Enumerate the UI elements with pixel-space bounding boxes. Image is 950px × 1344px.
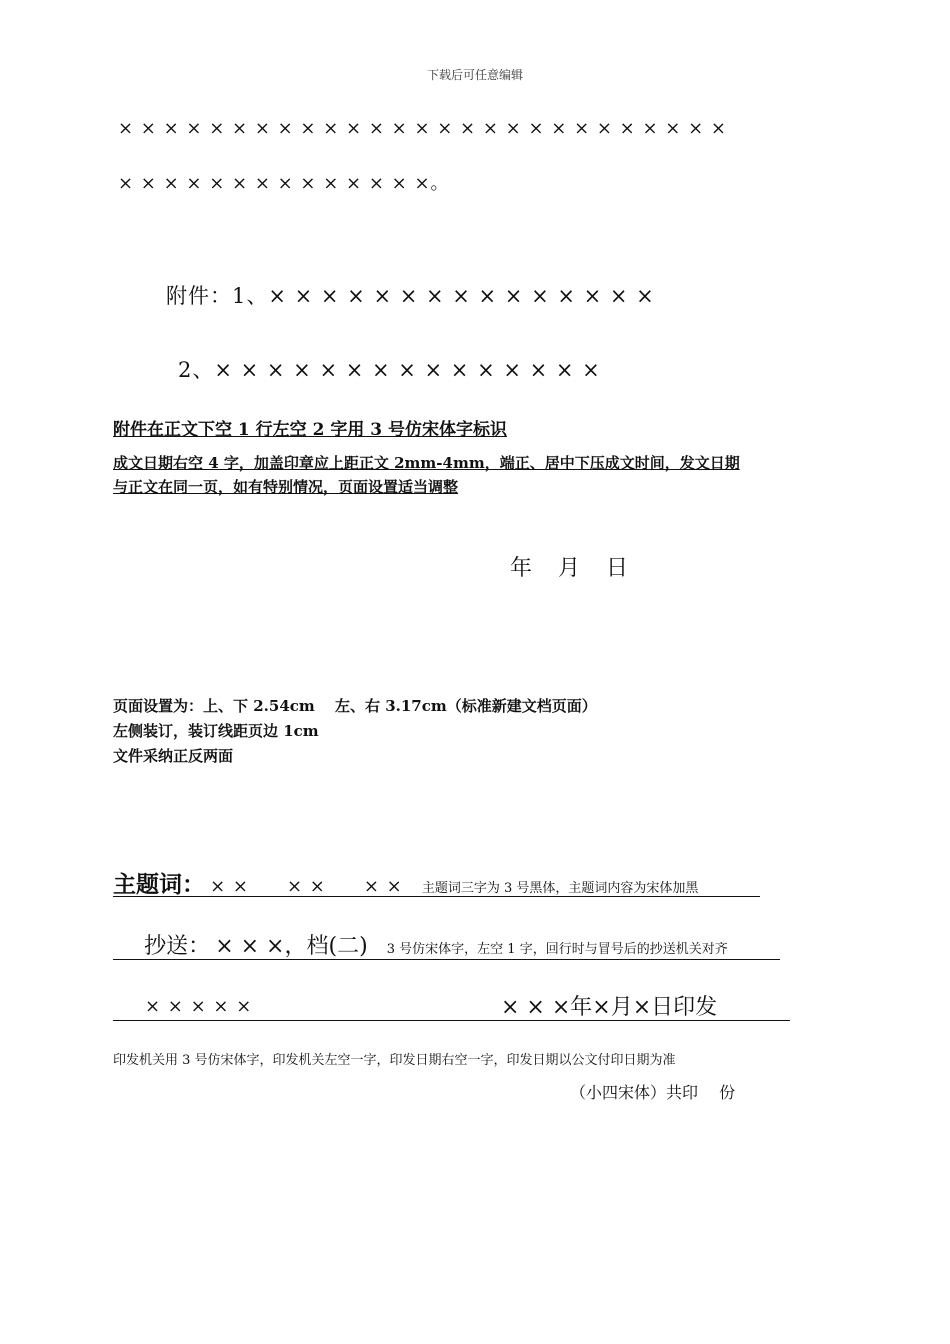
page-setting-notes xyxy=(113,694,597,769)
body-text-line-1: × × × × × × × × × × × × × × × × × × × × × × × × × × × xyxy=(118,118,727,139)
issue-date: × × ×年×月×日印发 xyxy=(501,995,718,1020)
subject-content: × × × × × × xyxy=(210,876,403,897)
seal-note-line-1: 成文日期右空 4 字，加盖印章应上距正文 2mm-4mm，端正、居中下压成文时间，发文日期 xyxy=(113,454,740,472)
attachment-line-1: 附件：1、× × × × × × × × × × × × × × × xyxy=(166,284,655,308)
body-text-line-2: × × × × × × × × × × × × × ×。 xyxy=(118,173,450,194)
copies-line: （小四宋体）共印 份 xyxy=(570,1083,736,1102)
issuer-name: × × × × × xyxy=(145,996,253,1017)
cc-format-note: 3 号仿宋体字，左空 1 字，回行时与冒号后的抄送机关对齐 xyxy=(386,942,728,957)
issue-format-note: 印发机关用 3 号仿宋体字，印发机关左空一字，印发日期右空一字，印发日期以公文付印日期为准 xyxy=(113,1053,676,1068)
attachment-line-2: 2、× × × × × × × × × × × × × × × xyxy=(178,358,601,382)
seal-note xyxy=(113,451,740,499)
attachment-format-note: 附件在正文下空 1 行左空 2 字用 3 号仿宋体字标识 xyxy=(113,420,507,440)
issuer-row xyxy=(113,990,790,1021)
subject-label: 主题词： xyxy=(113,871,205,898)
subject-row xyxy=(113,866,760,897)
seal-note-line-2: 与正文在同一页，如有特别情况，页面设置适当调整 xyxy=(113,478,459,496)
page-setting-line-2: 左侧装订，装订线距页边 1cm xyxy=(113,722,319,740)
cc-label: 抄送： xyxy=(144,934,211,959)
cc-content: × × ×，档(二) xyxy=(215,934,368,959)
subject-format-note: 主题词三字为 3 号黑体，主题词内容为宋体加黑 xyxy=(421,881,699,896)
date-line: 年 月 日 xyxy=(510,556,631,581)
page-setting-line-3: 文件采纳正反两面 xyxy=(113,747,234,765)
page-setting-line-1: 页面设置为：上、下 2.54cm 左、右 3.17cm（标准新建文档页面） xyxy=(113,697,597,715)
cc-row xyxy=(113,929,780,960)
header-note: 下载后可任意编辑 xyxy=(426,68,523,82)
